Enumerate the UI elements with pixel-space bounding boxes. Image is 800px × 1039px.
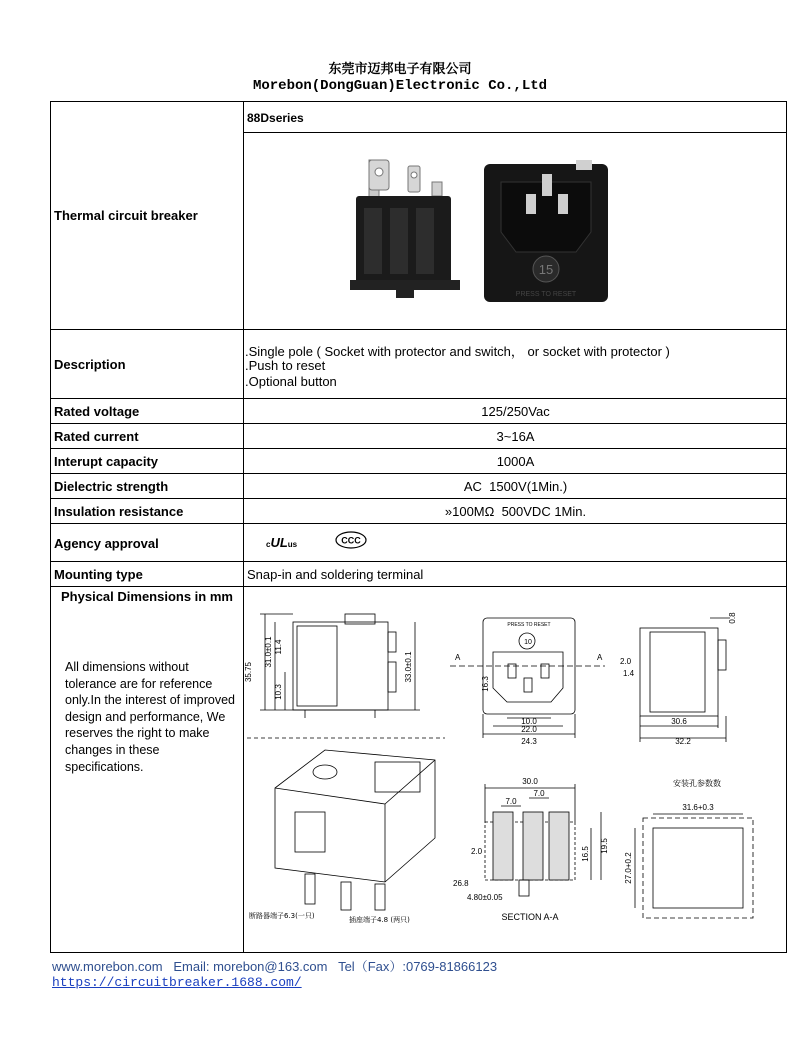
- dim-side-body: 31.0±0.1: [264, 636, 273, 668]
- dim-right-b: 1.4: [623, 669, 635, 678]
- series-name: 88Dseries: [247, 111, 304, 125]
- label-breaker-terminal: 断路器端子6.3(一只): [249, 912, 315, 920]
- section-title: SECTION A-A: [501, 912, 559, 922]
- dim-section-f: 26.8: [453, 879, 469, 888]
- dim-section-g: 4.80±0.05: [467, 893, 503, 902]
- company-name-english: Morebon(DongGuan)Electronic Co.,Ltd: [252, 78, 548, 94]
- front-label: PRESS TO RESET: [507, 622, 551, 628]
- spec-value-insulation-resistance: »100MΩ 500VDC 1Min.: [444, 504, 587, 519]
- row-divider: [51, 423, 786, 424]
- dim-front-outer: 24.3: [521, 737, 537, 746]
- row-divider: [51, 523, 786, 524]
- column-divider: [243, 102, 244, 952]
- row-divider: [51, 586, 786, 587]
- row-divider: [51, 329, 786, 330]
- dim-front-inner: 22.0: [521, 725, 537, 734]
- breaker-side-view: [350, 160, 460, 298]
- section-marker-right: A: [597, 653, 603, 662]
- row-divider: [51, 498, 786, 499]
- physical-dimensions-title: Physical Dimensions in mm: [61, 589, 233, 604]
- label-socket-terminal: 插座端子4.8 (两只): [349, 916, 410, 924]
- section-view-drawing: [485, 784, 601, 896]
- spec-label-description: Description: [54, 357, 126, 372]
- cutout-title: 安装孔参数数: [673, 779, 721, 788]
- spec-value-rated-current: 3~16A: [496, 429, 535, 444]
- spec-value-dielectric-strength: AC 1500V(1Min.): [463, 479, 568, 494]
- dim-section-b: 7.0: [533, 789, 545, 798]
- dim-section-e: 19.5: [600, 838, 609, 854]
- spec-value-rated-voltage: 125/250Vac: [481, 404, 550, 419]
- dim-side-right: 33.0±0.1: [404, 651, 413, 683]
- dim-right-thickness: 0.8: [728, 612, 737, 624]
- row-divider: [51, 448, 786, 449]
- dimension-drawing: [245, 592, 785, 947]
- company-name-chinese: 东莞市迈邦电子有限公司: [328, 62, 472, 77]
- dim-right-width: 30.6: [671, 717, 687, 726]
- dim-section-c: 2.0: [471, 847, 483, 856]
- spec-label-interupt-capacity: Interupt capacity: [54, 454, 159, 469]
- spec-value-mounting-type: Snap-in and soldering terminal: [247, 567, 424, 582]
- front-badge: 10: [524, 639, 532, 646]
- footer-contact: www.morebon.com Email: morebon@163.com Tel（Fax）:0769-81866123: [52, 959, 498, 974]
- panel-cutout-drawing: [635, 814, 753, 918]
- ccc-mark-icon: [334, 531, 368, 549]
- dim-section-a: 7.0: [505, 797, 517, 806]
- dim-right-a: 2.0: [620, 657, 632, 666]
- svg-text:CCC: CCC: [341, 535, 361, 546]
- dim-front-socket: 16.3: [481, 676, 490, 692]
- dim-right-total: 32.2: [675, 737, 691, 746]
- rating-badge: 15: [538, 262, 554, 277]
- spec-label-rated-voltage: Rated voltage: [54, 404, 140, 419]
- description-line-2: .Push to reset: [245, 358, 326, 373]
- dim-section-d: 16.5: [581, 846, 590, 862]
- dim-side-height: 35.75: [244, 661, 253, 683]
- cutout-width: 31.6+0.3: [682, 803, 714, 812]
- dimensions-disclaimer: All dimensions without tolerance are for reference only.In the interest of improved design and performance, We reserves the right to make changes in these specifications.: [65, 660, 235, 774]
- breaker-front-view: [484, 160, 608, 302]
- description-line-1: .Single pole ( Socket with protector and switch， or socket with protector ): [245, 344, 670, 359]
- spec-label-rated-current: Rated current: [54, 429, 139, 444]
- row-divider: [243, 132, 786, 133]
- product-photo: [336, 152, 616, 312]
- description-line-3: .Optional button: [245, 374, 337, 389]
- spec-label-insulation-resistance: Insulation resistance: [54, 504, 184, 519]
- product-name: Thermal circuit breaker: [54, 208, 198, 223]
- spec-sheet-table: [50, 101, 787, 953]
- embossed-text: PRESS TO RESET: [515, 291, 577, 298]
- footer-website-link[interactable]: https://circuitbreaker.1688.com/: [52, 975, 302, 990]
- row-divider: [51, 473, 786, 474]
- isometric-view-drawing: [275, 750, 435, 910]
- spec-value-interupt-capacity: 1000A: [496, 454, 535, 469]
- spec-label-mounting-type: Mounting type: [54, 567, 143, 582]
- dim-front-pins: 10.0: [521, 717, 537, 726]
- dim-section-width: 30.0: [522, 777, 538, 786]
- cutout-height: 27.0+0.2: [624, 852, 633, 884]
- section-marker-left: A: [455, 653, 461, 662]
- dim-side-top: 11.4: [274, 639, 283, 655]
- spec-label-agency-approval: Agency approval: [54, 536, 159, 551]
- row-divider: [51, 561, 786, 562]
- dim-side-bottom: 10.3: [274, 684, 283, 700]
- spec-label-dielectric-strength: Dielectric strength: [54, 479, 169, 494]
- ul-mark-icon: cULus: [266, 535, 298, 550]
- side-view-drawing: [260, 614, 420, 718]
- row-divider: [51, 398, 786, 399]
